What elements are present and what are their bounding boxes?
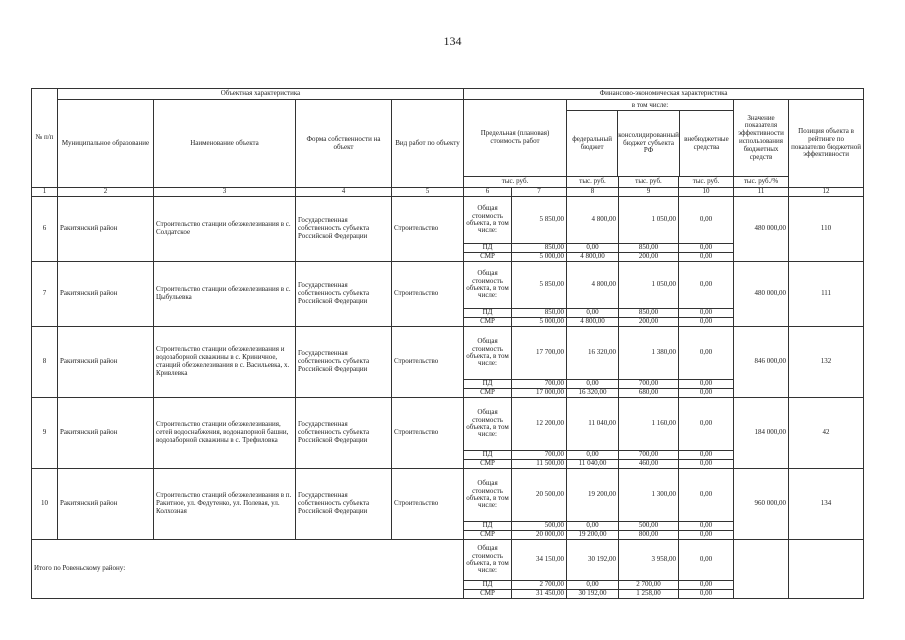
smr-federal-value: 16 320,00 xyxy=(567,389,619,398)
smr-cost-value: 31 450,00 xyxy=(512,590,567,599)
col-number: 7 xyxy=(512,188,567,197)
smr-label: СМР xyxy=(464,253,512,262)
col-number: 3 xyxy=(154,188,296,197)
ownership-form: Государственная собственность субъекта Российской Федерации xyxy=(296,327,392,398)
indicator-empty xyxy=(734,540,789,599)
header-including: в том числе: xyxy=(567,100,733,111)
pd-consolidated-value: 850,00 xyxy=(619,244,679,253)
total-cost-label: Общая стоимость объекта, в том числе: xyxy=(464,398,512,451)
municipal-name: Ракитянский район xyxy=(58,327,154,398)
total-cost-label: Общая стоимость объекта, в том числе: xyxy=(464,469,512,522)
offbudget-value: 0,00 xyxy=(679,327,734,380)
pd-cost-value: 700,00 xyxy=(512,451,567,460)
pd-cost-value: 2 700,00 xyxy=(512,581,567,590)
offbudget-value: 0,00 xyxy=(679,197,734,244)
pd-label: ПД xyxy=(464,522,512,531)
col-number: 8 xyxy=(567,188,619,197)
total-cost-label: Общая стоимость объекта, в том числе: xyxy=(464,262,512,309)
pd-consolidated-value: 2 700,00 xyxy=(619,581,679,590)
pd-cost-value: 500,00 xyxy=(512,522,567,531)
offbudget-value: 0,00 xyxy=(679,469,734,522)
total-row xyxy=(32,540,864,581)
header-offbudget: внебюджетные средства xyxy=(684,134,729,151)
total-cost-label: Общая стоимость объекта, в том числе: xyxy=(464,327,512,380)
table-row xyxy=(32,262,864,309)
header-work-type: Вид работ по объекту xyxy=(392,100,464,188)
pd-consolidated-value: 700,00 xyxy=(619,380,679,389)
object-name: Строительство станции обезжелезивания, сетей водоснабжения, водонапорной башни, водозаборной скважины в с. Трефиловка xyxy=(154,398,296,469)
rating-position: 110 xyxy=(789,197,864,262)
smr-label: СМР xyxy=(464,531,512,540)
pd-federal-value: 0,00 xyxy=(567,244,619,253)
smr-cost-value: 5 000,00 xyxy=(512,253,567,262)
header-municipal: Муниципальное образование xyxy=(58,100,154,188)
smr-label: СМР xyxy=(464,460,512,469)
ownership-form: Государственная собственность субъекта Российской Федерации xyxy=(296,197,392,262)
smr-label: СМР xyxy=(464,389,512,398)
work-type: Строительство xyxy=(392,398,464,469)
header-indicator: Значение показателя эффективности использования бюджетных средств xyxy=(734,100,789,177)
total-cost-value: 20 500,00 xyxy=(512,469,567,522)
pd-offbudget-value: 0,00 xyxy=(679,522,734,531)
header-consolidated: консолидированный бюджет субъекта РФ xyxy=(618,111,680,176)
pd-label: ПД xyxy=(464,581,512,590)
smr-offbudget-value: 0,00 xyxy=(679,590,734,599)
pd-cost-value: 850,00 xyxy=(512,244,567,253)
indicator-value: 846 000,00 xyxy=(734,327,789,398)
header-financial-characteristics: Финансово-экономическая характеристика xyxy=(464,89,864,100)
total-label: Итого по Ровеньскому району: xyxy=(32,540,464,599)
municipal-name: Ракитянский район xyxy=(58,262,154,327)
header-num: № п/п xyxy=(32,89,58,188)
rating-position: 42 xyxy=(789,398,864,469)
object-name: Строительство станции обезжелезивания в с. Солдатское xyxy=(154,197,296,262)
object-name: Строительство станции обезжелезивания в с. Цыбульевка xyxy=(154,262,296,327)
row-number: 7 xyxy=(32,262,58,327)
smr-cost-value: 20 000,00 xyxy=(512,531,567,540)
consolidated-value: 1 300,00 xyxy=(619,469,679,522)
object-name: Строительство станций обезжелезивания в п. Ракитное, ул. Федутенко, ул. Полевая, ул. Колхозная xyxy=(154,469,296,540)
smr-cost-value: 17 000,00 xyxy=(512,389,567,398)
municipal-name: Ракитянский район xyxy=(58,469,154,540)
total-cost-label: Общая стоимость объекта, в том числе: xyxy=(464,540,512,581)
total-cost-value: 34 150,00 xyxy=(512,540,567,581)
pd-offbudget-value: 0,00 xyxy=(679,581,734,590)
rating-position: 111 xyxy=(789,262,864,327)
consolidated-value: 3 958,00 xyxy=(619,540,679,581)
smr-offbudget-value: 0,00 xyxy=(679,389,734,398)
col-number: 11 xyxy=(734,188,789,197)
offbudget-value: 0,00 xyxy=(679,540,734,581)
row-number: 8 xyxy=(32,327,58,398)
pd-consolidated-value: 850,00 xyxy=(619,309,679,318)
indicator-value: 184 000,00 xyxy=(734,398,789,469)
pd-offbudget-value: 0,00 xyxy=(679,451,734,460)
smr-consolidated-value: 800,00 xyxy=(619,531,679,540)
col-number: 1 xyxy=(32,188,58,197)
smr-consolidated-value: 200,00 xyxy=(619,318,679,327)
work-type: Строительство xyxy=(392,197,464,262)
total-cost-label: Общая стоимость объекта, в том числе: xyxy=(464,197,512,244)
pd-offbudget-value: 0,00 xyxy=(679,244,734,253)
table-row xyxy=(32,327,864,380)
header-position: Позиция объекта в рейтинге по показателю бюджетной эффективности xyxy=(789,100,864,188)
ownership-form: Государственная собственность субъекта Российской Федерации xyxy=(296,262,392,327)
pd-label: ПД xyxy=(464,380,512,389)
federal-value: 4 800,00 xyxy=(567,197,619,244)
row-number: 9 xyxy=(32,398,58,469)
smr-consolidated-value: 1 258,00 xyxy=(619,590,679,599)
municipal-name: Ракитянский район xyxy=(58,197,154,262)
col-number: 9 xyxy=(619,188,679,197)
object-name: Строительство станции обезжелезивания и водозаборной скважины в с. Криничное, станций обезжелезивания в с. Васильевка, х. Кривлевка xyxy=(154,327,296,398)
total-cost-value: 5 850,00 xyxy=(512,262,567,309)
indicator-value: 480 000,00 xyxy=(734,262,789,327)
header-ownership: Форма собственности на объект xyxy=(296,100,392,188)
pd-cost-value: 850,00 xyxy=(512,309,567,318)
col-number: 6 xyxy=(464,188,512,197)
total-cost-value: 17 700,00 xyxy=(512,327,567,380)
col-number: 2 xyxy=(58,188,154,197)
pd-label: ПД xyxy=(464,309,512,318)
table-row xyxy=(32,398,864,451)
unit-consolidated: тыс. руб. xyxy=(619,177,679,188)
pd-federal-value: 0,00 xyxy=(567,451,619,460)
pd-federal-value: 0,00 xyxy=(567,522,619,531)
rating-position: 134 xyxy=(789,469,864,540)
column-number-row xyxy=(32,188,864,197)
pd-label: ПД xyxy=(464,451,512,460)
pd-consolidated-value: 500,00 xyxy=(619,522,679,531)
smr-federal-value: 30 192,00 xyxy=(567,590,619,599)
smr-cost-value: 5 000,00 xyxy=(512,318,567,327)
indicator-value: 480 000,00 xyxy=(734,197,789,262)
consolidated-value: 1 380,00 xyxy=(619,327,679,380)
federal-value: 30 192,00 xyxy=(567,540,619,581)
offbudget-value: 0,00 xyxy=(679,398,734,451)
federal-value: 19 200,00 xyxy=(567,469,619,522)
unit-offbudget: тыс. руб. xyxy=(679,177,734,188)
consolidated-value: 1 160,00 xyxy=(619,398,679,451)
col-number: 10 xyxy=(679,188,734,197)
unit-indicator: тыс. руб./% xyxy=(734,177,789,188)
federal-value: 16 320,00 xyxy=(567,327,619,380)
ownership-form: Государственная собственность субъекта Российской Федерации xyxy=(296,398,392,469)
pd-cost-value: 700,00 xyxy=(512,380,567,389)
pd-federal-value: 0,00 xyxy=(567,380,619,389)
ownership-form: Государственная собственность субъекта Российской Федерации xyxy=(296,469,392,540)
total-cost-value: 5 850,00 xyxy=(512,197,567,244)
header-including-group xyxy=(567,100,734,177)
work-type: Строительство xyxy=(392,469,464,540)
smr-consolidated-value: 680,00 xyxy=(619,389,679,398)
smr-label: СМР xyxy=(464,318,512,327)
object-register-table xyxy=(31,88,864,599)
position-empty xyxy=(789,540,864,599)
header-object-name: Наименование объекта xyxy=(154,100,296,188)
table-row xyxy=(32,469,864,522)
work-type: Строительство xyxy=(392,262,464,327)
pd-federal-value: 0,00 xyxy=(567,309,619,318)
offbudget-value: 0,00 xyxy=(679,262,734,309)
municipal-name: Ракитянский район xyxy=(58,398,154,469)
smr-consolidated-value: 200,00 xyxy=(619,253,679,262)
federal-value: 4 800,00 xyxy=(567,262,619,309)
table-row xyxy=(32,197,864,244)
unit-cost: тыс. руб. xyxy=(464,177,567,188)
work-type: Строительство xyxy=(392,327,464,398)
smr-offbudget-value: 0,00 xyxy=(679,318,734,327)
rating-position: 132 xyxy=(789,327,864,398)
federal-value: 11 040,00 xyxy=(567,398,619,451)
smr-offbudget-value: 0,00 xyxy=(679,531,734,540)
smr-federal-value: 4 800,00 xyxy=(567,253,619,262)
unit-federal: тыс. руб. xyxy=(567,177,619,188)
pd-offbudget-value: 0,00 xyxy=(679,309,734,318)
pd-offbudget-value: 0,00 xyxy=(679,380,734,389)
consolidated-value: 1 050,00 xyxy=(619,197,679,244)
header-object-characteristics: Объектная характеристика xyxy=(58,89,464,100)
pd-federal-value: 0,00 xyxy=(567,581,619,590)
indicator-value: 960 000,00 xyxy=(734,469,789,540)
smr-offbudget-value: 0,00 xyxy=(679,460,734,469)
smr-federal-value: 4 800,00 xyxy=(567,318,619,327)
smr-cost-value: 11 500,00 xyxy=(512,460,567,469)
smr-consolidated-value: 460,00 xyxy=(619,460,679,469)
pd-label: ПД xyxy=(464,244,512,253)
smr-federal-value: 11 040,00 xyxy=(567,460,619,469)
row-number: 6 xyxy=(32,197,58,262)
header-federal: федеральный бюджет xyxy=(567,111,618,176)
col-number: 4 xyxy=(296,188,392,197)
smr-offbudget-value: 0,00 xyxy=(679,253,734,262)
total-cost-value: 12 200,00 xyxy=(512,398,567,451)
col-number: 12 xyxy=(789,188,864,197)
page-number: 134 xyxy=(443,34,462,48)
row-number: 10 xyxy=(32,469,58,540)
col-number: 5 xyxy=(392,188,464,197)
header-cost: Предельная (плановая) стоимость работ xyxy=(464,100,567,177)
consolidated-value: 1 050,00 xyxy=(619,262,679,309)
smr-label: СМР xyxy=(464,590,512,599)
pd-consolidated-value: 700,00 xyxy=(619,451,679,460)
smr-federal-value: 19 200,00 xyxy=(567,531,619,540)
